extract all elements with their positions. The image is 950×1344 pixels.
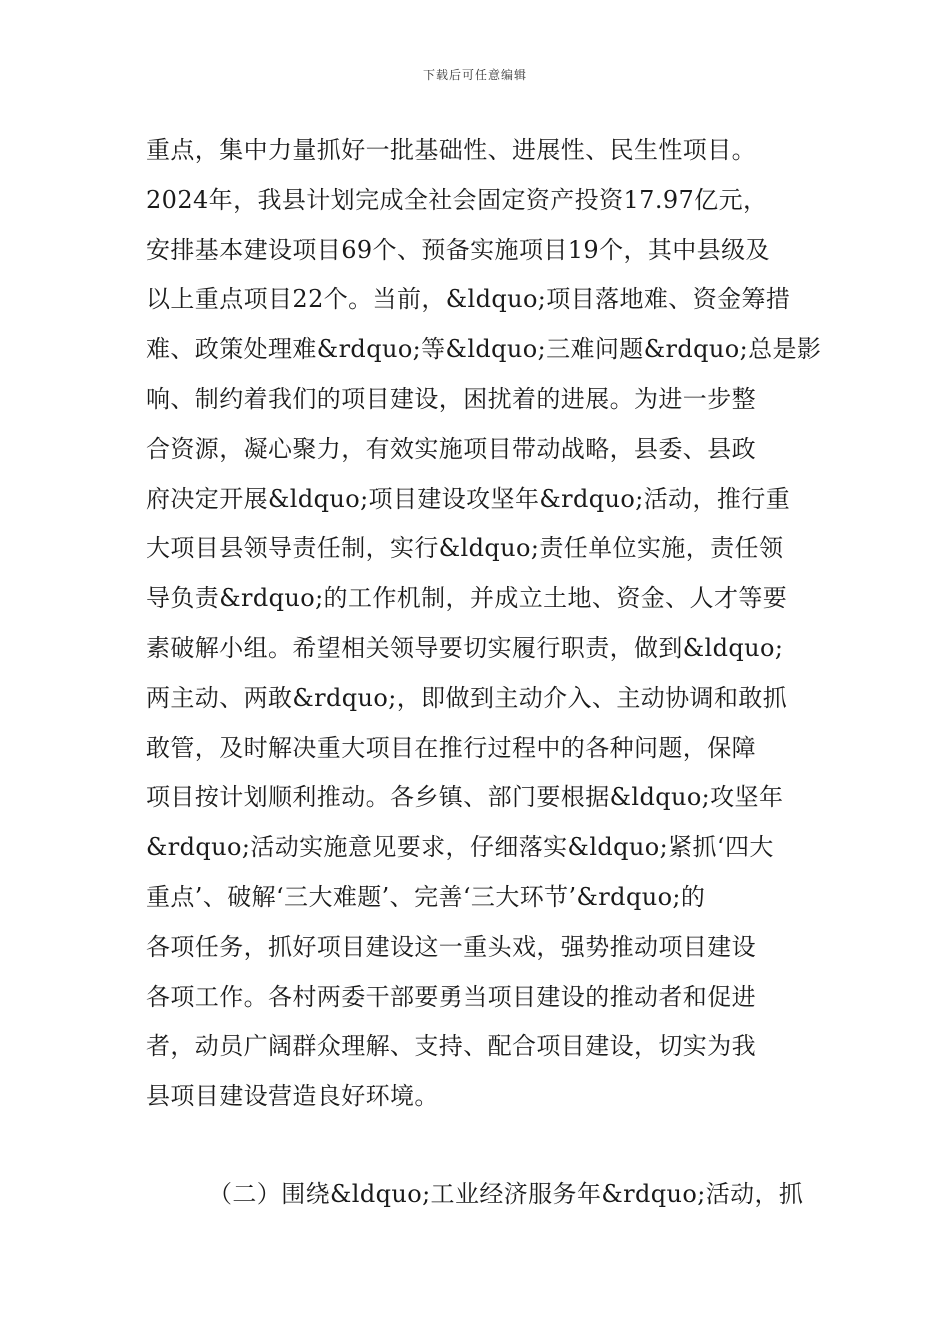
paragraph-line: 安排基本建设项目69个、预备实施项目19个，其中县级及 — [146, 235, 770, 264]
section-heading: （二）围绕&ldquo;工业经济服务年&rdquo;活动，抓 — [208, 1180, 804, 1208]
paragraph-line: 项目按计划顺利推动。各乡镇、部门要根据&ldquo;攻坚年 — [146, 783, 784, 812]
paragraph-line: 2024年，我县计划完成全社会固定资产投资17.97亿元， — [146, 185, 768, 214]
paragraph-line: &rdquo;活动实施意见要求，仔细落实&ldquo;紧抓‘四大 — [146, 833, 774, 862]
paragraph-line: 府决定开展&ldquo;项目建设攻坚年&rdquo;活动，推行重 — [146, 484, 791, 513]
paragraph-line: 合资源，凝心聚力，有效实施项目带动战略，县委、县政 — [146, 434, 756, 463]
paragraph-line: 敢管，及时解决重大项目在推行过程中的各种问题，保障 — [146, 733, 756, 762]
paragraph-line: 县项目建设营造良好环境。 — [146, 1082, 439, 1111]
paragraph-line: 各项任务，抓好项目建设这一重头戏，强势推动项目建设 — [146, 932, 756, 961]
paragraph-line: 难、政策处理难&rdquo;等&ldquo;三难问题&rdquo;总是影 — [146, 335, 822, 364]
paragraph-line: 两主动、两敢&rdquo;，即做到主动介入、主动协调和敢抓 — [146, 683, 788, 712]
paragraph-line: 以上重点项目22个。当前，&ldquo;项目落地难、资金筹措 — [146, 285, 791, 314]
body-paragraph — [146, 126, 822, 1122]
paragraph-line: 响、制约着我们的项目建设，困扰着的进展。为进一步整 — [146, 384, 756, 413]
paragraph-line: 大项目县领导责任制，实行&ldquo;责任单位实施，责任领 — [146, 534, 784, 563]
paragraph-line: 导负责&rdquo;的工作机制，并成立土地、资金、人才等要 — [146, 584, 788, 613]
page-header-note: 下载后可任意编辑 — [422, 68, 527, 82]
paragraph-line: 重点’、破解‘三大难题’、完善‘三大环节’&rdquo;的 — [146, 882, 706, 911]
paragraph-line: 重点，集中力量抓好一批基础性、进展性、民生性项目。 — [146, 136, 756, 164]
paragraph-line: 者，动员广阔群众理解、支持、配合项目建设，切实为我 — [146, 1032, 756, 1061]
paragraph-line: 素破解小组。希望相关领导要切实履行职责，做到&ldquo; — [146, 633, 784, 662]
paragraph-line: 各项工作。各村两委干部要勇当项目建设的推动者和促进 — [146, 982, 756, 1011]
